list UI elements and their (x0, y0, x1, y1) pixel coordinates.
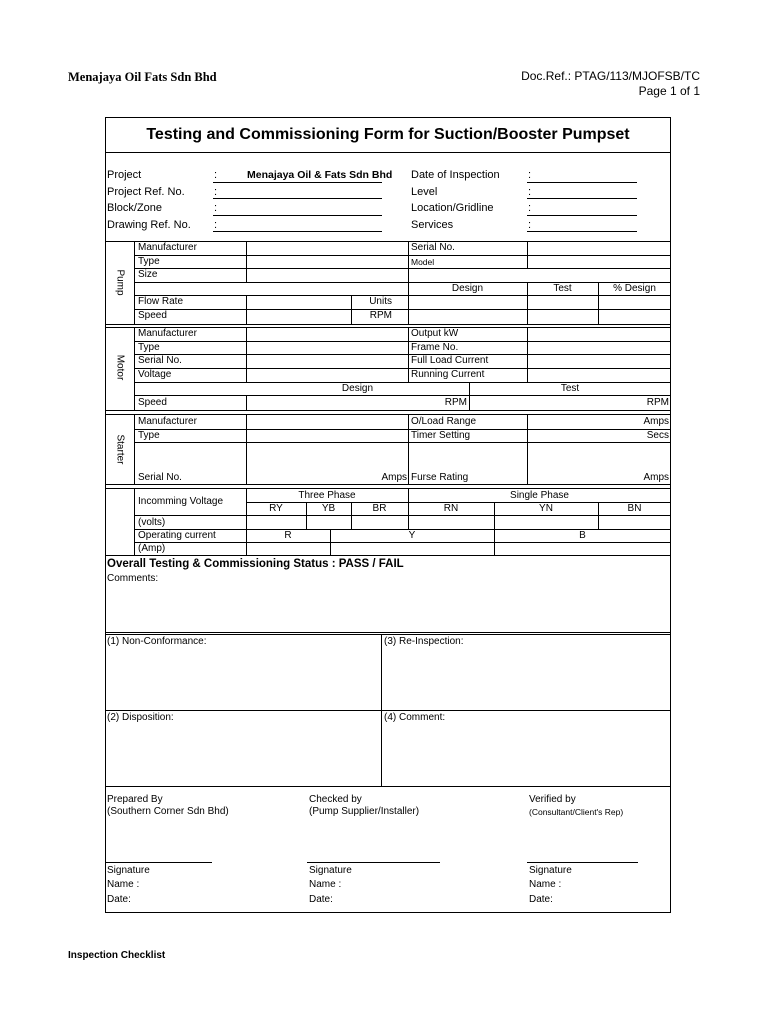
motor-test-rpm-label: RPM (646, 397, 669, 408)
disposition-label: (2) Disposition: (107, 712, 174, 723)
services-label: Services (411, 219, 454, 231)
motor-speed-label: Speed (138, 397, 167, 408)
pump-test-header: Test (553, 283, 572, 294)
starter-fuse-amps-label: Amps (643, 472, 669, 483)
project-label: Project (107, 169, 142, 181)
r-header: R (284, 530, 292, 541)
amp-label: (Amp) (138, 543, 166, 554)
pump-size-label: Size (138, 269, 158, 280)
motor-running-current-label: Running Current (411, 369, 485, 380)
verified-by-title: Verified by (529, 794, 576, 805)
page-number: Page 1 of 1 (638, 84, 700, 98)
name-label: Name : (107, 879, 140, 890)
colon: : (214, 169, 218, 181)
checked-by-title: Checked by (309, 794, 362, 805)
verified-by-company: (Consultant/Client's Rep) (529, 807, 624, 817)
single-phase-header: Single Phase (510, 490, 569, 501)
colon: : (214, 186, 218, 198)
volts-label: (volts) (138, 517, 166, 528)
drawing-ref-field[interactable] (213, 231, 382, 232)
pump-speed-label: Speed (138, 310, 167, 321)
location-field[interactable] (527, 215, 637, 216)
bn-header: BN (627, 503, 642, 514)
motor-design-header: Design (341, 383, 374, 394)
checked-by-signature-line[interactable] (307, 862, 440, 863)
colon: : (528, 219, 532, 231)
name-label: Name : (309, 879, 342, 890)
doc-reference (521, 69, 700, 99)
motor-type-label: Type (138, 342, 160, 353)
motor-voltage-label: Voltage (138, 369, 172, 380)
starter-secs-label: Secs (646, 430, 669, 441)
starter-fuse-rating-label: Furse Rating (411, 472, 469, 483)
incoming-voltage-label: Incomming Voltage (138, 496, 224, 507)
pump-model-label: Model (411, 257, 435, 267)
comments-label: Comments: (107, 573, 159, 584)
motor-serial-no-label: Serial No. (138, 355, 182, 366)
starter-type-label: Type (138, 430, 160, 441)
date-of-inspection-label: Date of Inspection (411, 169, 500, 181)
starter-oload-range-label: O/Load Range (411, 416, 477, 427)
block-zone-label: Block/Zone (107, 202, 163, 214)
project-value[interactable]: Menajaya Oil & Fats Sdn Bhd (247, 169, 393, 181)
location-label: Location/Gridline (411, 202, 494, 214)
starter-serial-no-label: Serial No. (138, 472, 182, 483)
date-label: Date: (529, 894, 553, 905)
three-phase-header: Three Phase (298, 490, 356, 501)
pump-flow-rate-label: Flow Rate (138, 296, 184, 307)
starter-section-label: Starter (114, 434, 126, 465)
yn-header: YN (539, 503, 553, 514)
prepared-by-title: Prepared By (107, 794, 163, 805)
level-field[interactable] (527, 198, 637, 199)
starter-manufacturer-label: Manufacturer (138, 416, 197, 427)
yb-header: YB (321, 503, 336, 514)
date-label: Date: (309, 894, 333, 905)
pump-pct-design-header: % Design (613, 283, 656, 294)
overall-status[interactable]: Overall Testing & Commissioning Status : PASS / FAIL (107, 558, 404, 570)
starter-oload-amps-label: Amps (643, 416, 669, 427)
motor-design-rpm-label: RPM (444, 397, 467, 408)
drawing-ref-label: Drawing Ref. No. (107, 219, 191, 231)
checked-by-company: (Pump Supplier/Installer) (309, 806, 420, 817)
b-header: B (579, 530, 586, 541)
block-zone-field[interactable] (213, 215, 382, 216)
y-header: Y (408, 530, 416, 541)
date-of-inspection-field[interactable] (527, 182, 637, 183)
re-inspection-label: (3) Re-Inspection: (384, 636, 464, 647)
operating-current-label: Operating current (138, 530, 216, 541)
motor-full-load-current-label: Full Load Current (411, 355, 489, 366)
motor-output-kw-label: Output kW (411, 328, 459, 339)
motor-manufacturer-label: Manufacturer (138, 328, 197, 339)
pump-units-label: Units (369, 296, 392, 307)
colon: : (528, 169, 532, 181)
colon: : (528, 202, 532, 214)
date-label: Date: (107, 894, 131, 905)
br-header: BR (372, 503, 387, 514)
motor-section-label: Motor (114, 354, 126, 381)
colon: : (214, 219, 218, 231)
project-ref-label: Project Ref. No. (107, 186, 185, 198)
starter-amps-label: Amps (381, 472, 407, 483)
pump-manufacturer-label: Manufacturer (138, 242, 197, 253)
signature-label: Signature (309, 865, 352, 876)
pump-design-header: Design (451, 283, 484, 294)
prepared-by-signature-line[interactable] (105, 862, 212, 863)
pump-type-label: Type (138, 256, 160, 267)
colon: : (214, 202, 218, 214)
comment-label: (4) Comment: (384, 712, 446, 723)
footer-label: Inspection Checklist (68, 950, 166, 961)
prepared-by-company: (Southern Corner Sdn Bhd) (107, 806, 229, 817)
pump-section-label: Pump (114, 269, 126, 296)
pump-serial-no-label: Serial No. (411, 242, 455, 253)
project-ref-field[interactable] (213, 198, 382, 199)
signature-label: Signature (107, 865, 150, 876)
form-title: Testing and Commissioning Form for Suction/Booster Pumpset (105, 117, 671, 153)
name-label: Name : (529, 879, 562, 890)
verified-by-signature-line[interactable] (527, 862, 638, 863)
non-conformance-label: (1) Non-Conformance: (107, 636, 207, 647)
pump-rpm-label: RPM (369, 310, 392, 321)
starter-timer-setting-label: Timer Setting (411, 430, 471, 441)
signature-label: Signature (529, 865, 572, 876)
rn-header: RN (443, 503, 459, 514)
ry-header: RY (269, 503, 283, 514)
company-name: Menajaya Oil Fats Sdn Bhd (68, 70, 217, 84)
motor-frame-no-label: Frame No. (411, 342, 459, 353)
services-field[interactable] (527, 231, 637, 232)
doc-ref-number: Doc.Ref.: PTAG/113/MJOFSB/TC (521, 69, 700, 83)
level-label: Level (411, 186, 438, 198)
colon: : (528, 186, 532, 198)
motor-test-header: Test (560, 383, 580, 394)
